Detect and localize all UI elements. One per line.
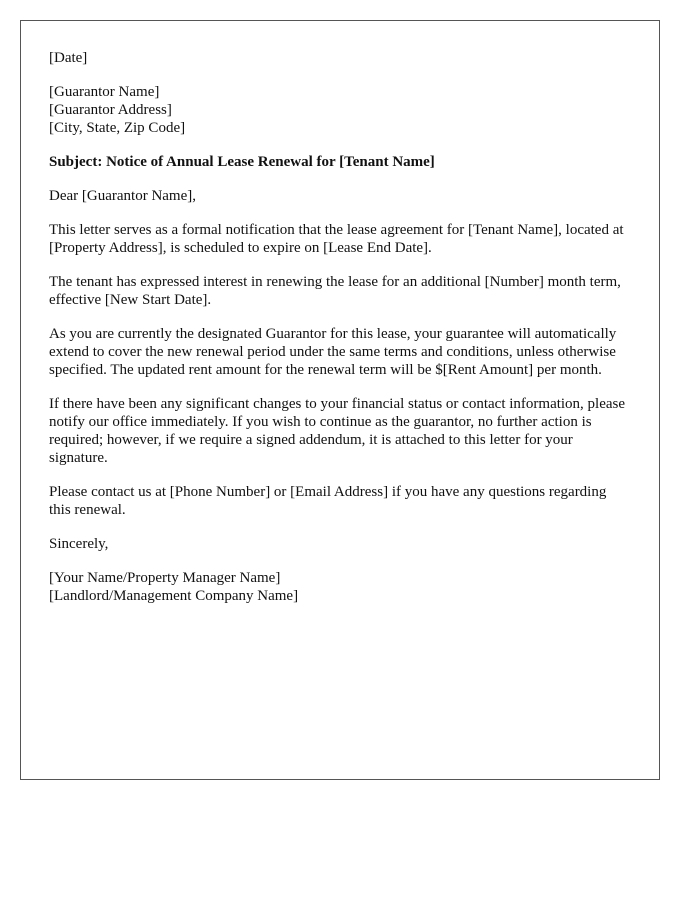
recipient-city-state-zip: [City, State, Zip Code] — [49, 120, 186, 136]
body-paragraph-3: As you are currently the designated Guarantor for this lease, your guarantee will automatically extend to cover the new renewal period under the same terms and conditions, unless otherwise specified. The updated rent amount for the renewal term will be $[Rent Amount] per month. — [49, 326, 617, 378]
signature-name: [Your Name/Property Manager Name] — [49, 570, 281, 586]
signature-block — [49, 569, 631, 605]
body-paragraph-5: Please contact us at [Phone Number] or [Email Address] if you have any questions regarding this renewal. — [49, 484, 607, 518]
recipient-name: [Guarantor Name] — [49, 84, 160, 100]
body-paragraph-4: If there have been any significant changes to your financial status or contact information, please notify our office immediately. If you wish to continue as the guarantor, no further action is required; however, if we require a signed addendum, it is attached to this letter for your signature. — [49, 396, 626, 466]
signature-company: [Landlord/Management Company Name] — [49, 588, 299, 604]
letter-page — [20, 20, 660, 780]
body-paragraph-1: This letter serves as a formal notification that the lease agreement for [Tenant Name], located at [Property Address], is scheduled to expire on [Lease End Date]. — [49, 222, 624, 256]
letter-date: [Date] — [49, 50, 88, 66]
letter-closing: Sincerely, — [49, 536, 109, 552]
recipient-address-block — [49, 83, 631, 137]
recipient-address: [Guarantor Address] — [49, 102, 172, 118]
letter-subject: Subject: Notice of Annual Lease Renewal for [Tenant Name] — [49, 154, 435, 170]
body-paragraph-2: The tenant has expressed interest in renewing the lease for an additional [Number] month term, effective [New Start Date]. — [49, 274, 621, 308]
letter-salutation: Dear [Guarantor Name], — [49, 188, 197, 204]
